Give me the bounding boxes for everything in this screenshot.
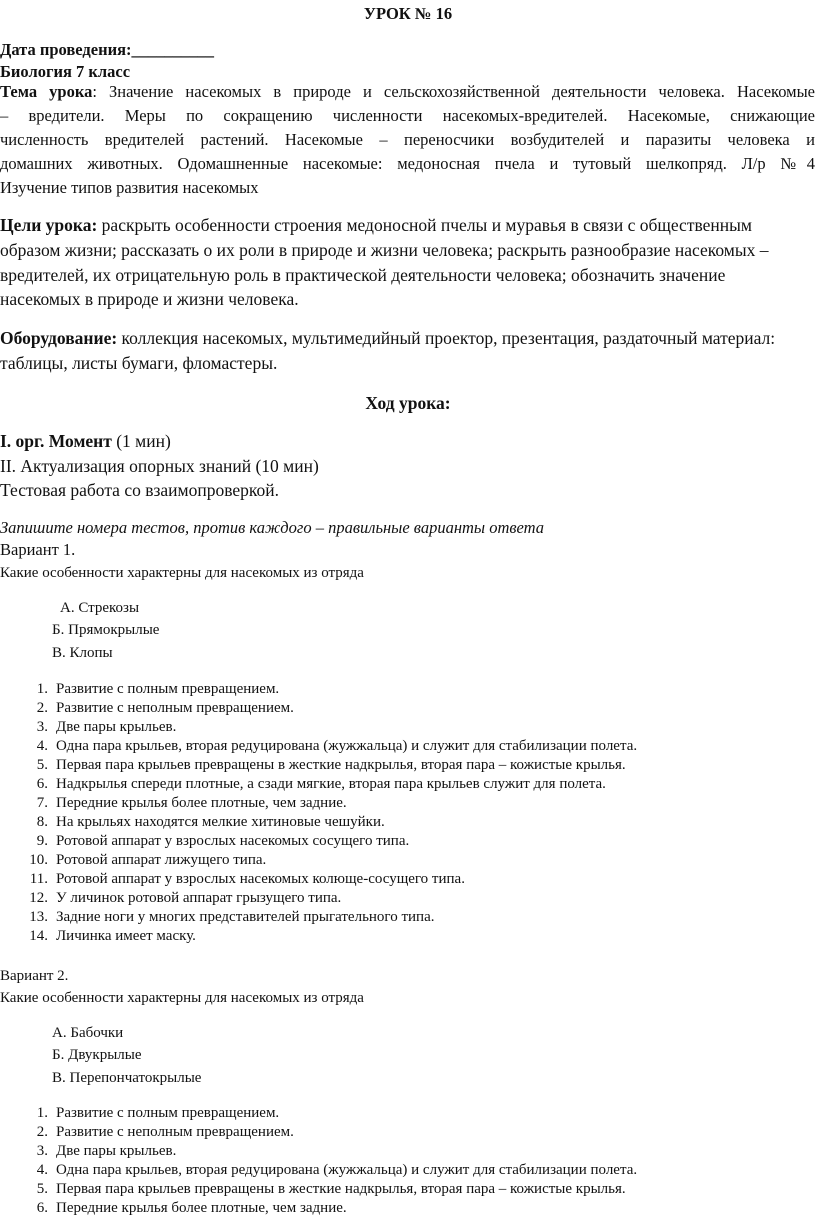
step-1: I. орг. Момент (1 мин) — [0, 431, 171, 451]
list-item: 5. Первая пара крыльев превращены в жесткие надкрылья, вторая пара – кожистые крылья. — [36, 1181, 626, 1197]
variant-1-option: А. Стрекозы — [60, 600, 140, 616]
list-item: 3. Две пары крыльев. — [36, 719, 177, 735]
list-item: 13. Задние ноги у многих представителей прыгательного типа. — [29, 909, 435, 925]
date-label: Дата проведения: — [0, 40, 132, 59]
equipment-label: Оборудование: — [0, 328, 118, 348]
equipment-line: Оборудование: коллекция насекомых, мультимедийный проектор, презентация, раздаточный материал: — [0, 328, 776, 348]
date-blank: __________ — [131, 40, 215, 59]
list-item: 4. Одна пара крыльев, вторая редуцирована (жужжальца) и служит для стабилизации полета. — [36, 738, 638, 754]
goals-line: вредителей, их отрицательную роль в практической деятельности человека; обозначить значение — [0, 265, 726, 285]
topic-line: Тема урока: Значение насекомых в природе и сельскохозяйственной деятельности человека. Насекомые — [0, 82, 816, 101]
list-item: 3. Две пары крыльев. — [36, 1143, 177, 1159]
variant-2-option: Б. Двукрылые — [52, 1047, 142, 1063]
list-item: 2. Развитие с неполным превращением. — [36, 1124, 294, 1140]
equipment-line: таблицы, листы бумаги, фломастеры. — [0, 353, 278, 373]
subject-line: Биология 7 класс — [0, 62, 131, 81]
list-item: 5. Первая пара крыльев превращены в жесткие надкрылья, вторая пара – кожистые крылья. — [36, 757, 626, 773]
variant-1-question: Какие особенности характерны для насекомых из отряда — [0, 565, 364, 581]
topic-label: Тема урока — [0, 82, 93, 101]
topic-line: домашних животных. Одомашненные насекомые: медоносная пчела и тутовый шелкопряд. Л/р №4 — [0, 154, 815, 173]
variant-1-option: Б. Прямокрылые — [52, 622, 160, 638]
variant-2-option: А. Бабочки — [52, 1025, 124, 1041]
variant-2-question: Какие особенности характерны для насекомых из отряда — [0, 990, 364, 1006]
list-item: 8. На крыльях находятся мелкие хитиновые чешуйки. — [36, 814, 385, 830]
topic-line: – вредители. Меры по сокращению численности насекомых-вредителей. Насекомые, снижающие — [0, 106, 815, 125]
lesson-title: УРОК № 16 — [363, 4, 453, 23]
list-item: 4. Одна пара крыльев, вторая редуцирована (жужжальца) и служит для стабилизации полета. — [36, 1162, 638, 1178]
step-2-sub: Тестовая работа со взаимопроверкой. — [0, 480, 280, 500]
date-line — [0, 40, 214, 60]
list-item: 2. Развитие с неполным превращением. — [36, 700, 294, 716]
variant-1-title: Вариант 1. — [0, 540, 76, 559]
list-item: 10. Ротовой аппарат лижущего типа. — [29, 852, 267, 868]
list-item: 1. Развитие с полным превращением. — [36, 1105, 280, 1121]
list-item: 14. Личинка имеет маску. — [29, 928, 196, 944]
list-item: 6. Передние крылья более плотные, чем задние. — [36, 1200, 347, 1216]
topic-line: численность вредителей растений. Насекомые – переносчики возбудителей и паразиты человека и — [0, 130, 815, 149]
list-item: 6. Надкрылья спереди плотные, а сзади мягкие, вторая пара крыльев служит для полета. — [36, 776, 606, 792]
list-item: 11. Ротовой аппарат у взрослых насекомых колюще-сосущего типа. — [29, 871, 465, 887]
variant-2-title: Вариант 2. — [0, 968, 69, 984]
variant-1-option: В. Клопы — [52, 645, 113, 661]
goals-label: Цели урока: — [0, 215, 98, 235]
variant-2-option: В. Перепончатокрылые — [52, 1070, 202, 1086]
goals-line: Цели урока: раскрыть особенности строения медоносной пчелы и муравья в связи с общественным — [0, 215, 752, 235]
goals-line: насекомых в природе и жизни человека. — [0, 289, 299, 309]
list-item: 9. Ротовой аппарат у взрослых насекомых сосущего типа. — [36, 833, 410, 849]
course-title: Ход урока: — [365, 393, 451, 413]
step-2: II. Актуализация опорных знаний (10 мин) — [0, 456, 319, 476]
topic-line: Изучение типов развития насекомых — [0, 178, 259, 197]
list-item: 12. У личинок ротовой аппарат грызущего типа. — [29, 890, 342, 906]
goals-line: образом жизни; рассказать о их роли в природе и жизни человека; раскрыть разнообразие насекомых – — [0, 240, 769, 260]
list-item: 1. Развитие с полным превращением. — [36, 681, 280, 697]
list-item: 7. Передние крылья более плотные, чем задние. — [36, 795, 347, 811]
instruction: Запишите номера тестов, против каждого – правильные варианты ответа — [0, 518, 545, 537]
